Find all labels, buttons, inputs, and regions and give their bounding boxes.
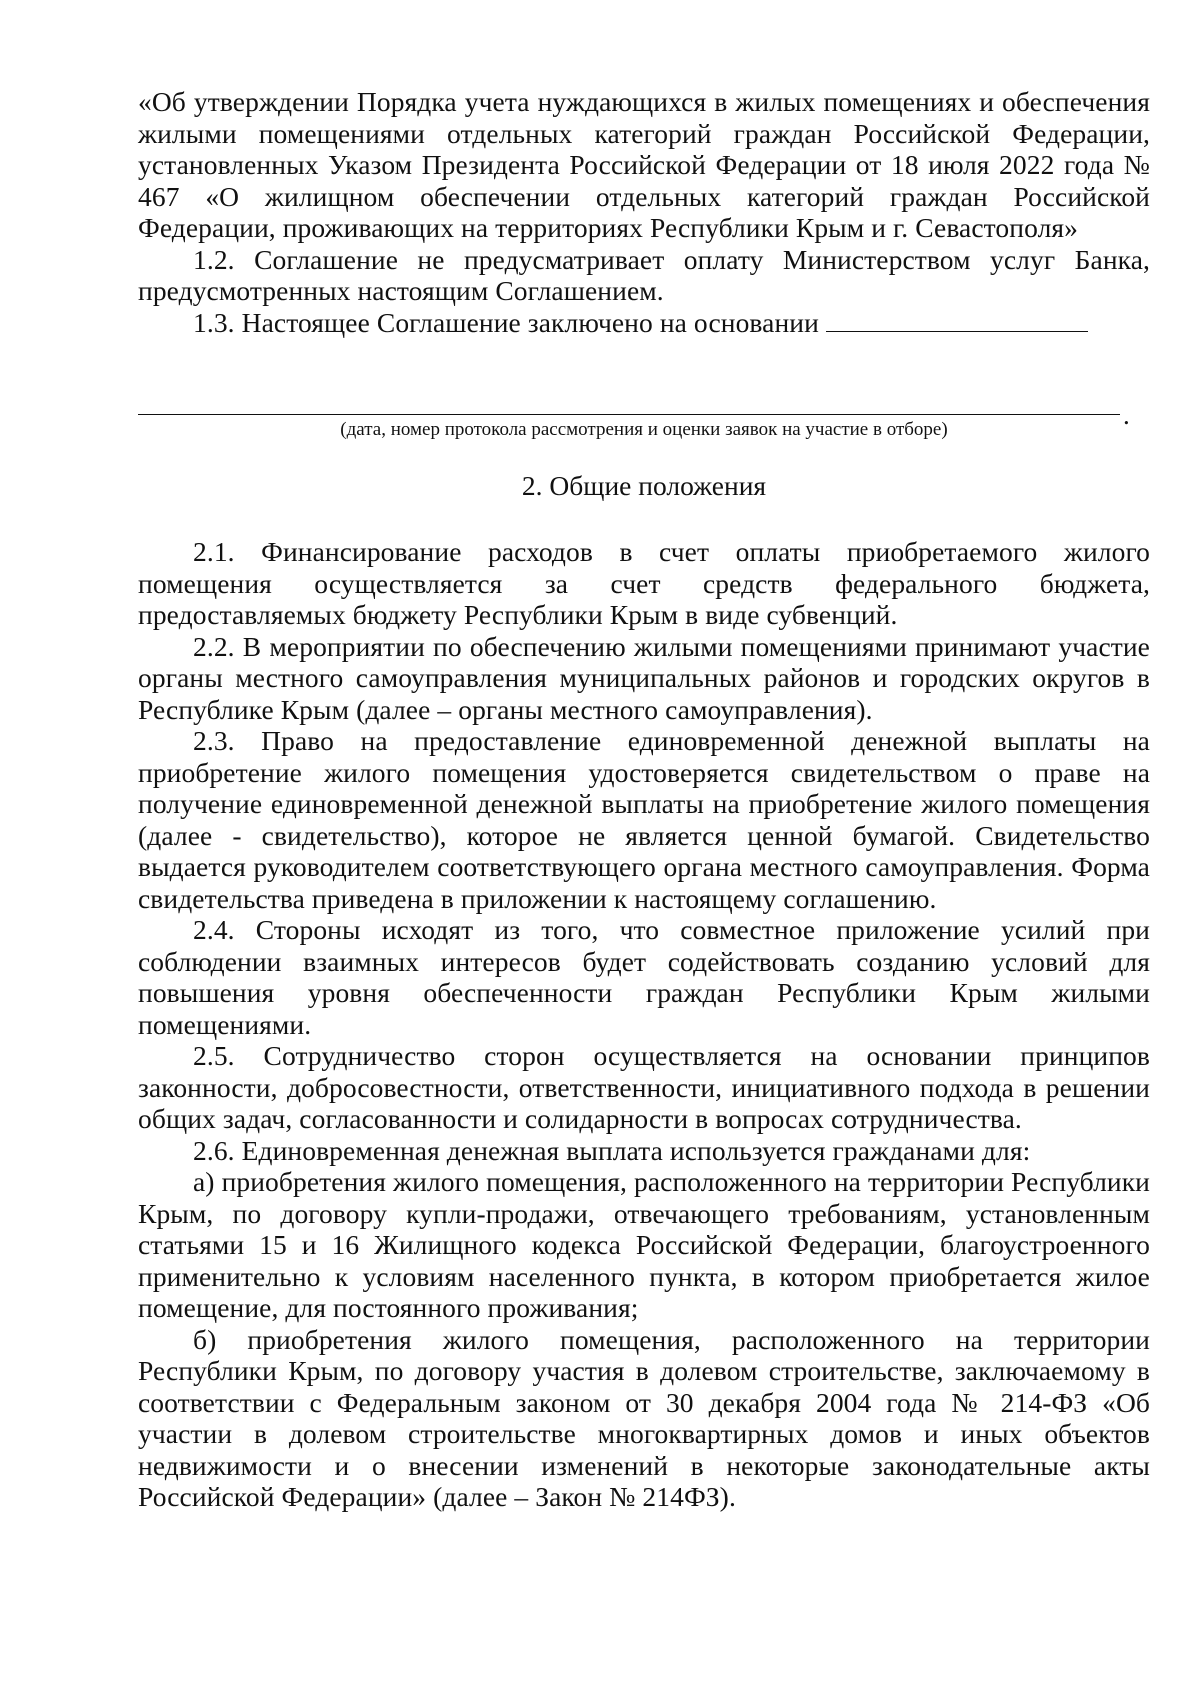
basis-fill-line: [826, 331, 1088, 332]
basis-fill-line-continued: [138, 396, 1120, 415]
clause-1-3: [138, 307, 1150, 339]
intro-block: [138, 86, 1150, 338]
basis-end-dot: .: [1123, 400, 1130, 430]
intro-paragraph-title-quote: «Об утверждении Порядка учета нуждающихся в жилых помещениях и обеспечения жилыми помещениями отдельных категорий граждан Российской Федерации, установленных Указом Президента Российской Федерации от 18 июля 2022 года № 467 «О жилищном обеспечении отдельных категорий граждан Российской Федерации, проживающих на территориях Республики Крым и г. Севастополя»: [138, 86, 1150, 243]
clause-2-6-a: а) приобретения жилого помещения, расположенного на территории Республики Крым, по договору купли-продажи, отвечающего требованиям, установленным статьями 15 и 16 Жилищного кодекса Российской Федерации, благоустроенного применительно к условиям населенного пункта, в котором приобретается жилое помещение, для постоянного проживания;: [138, 1166, 1150, 1323]
clause-1-2: 1.2. Соглашение не предусматривает оплату Министерством услуг Банка, предусмотренных настоящим Соглашением.: [138, 243, 1150, 306]
section-2-body: [138, 536, 1150, 1513]
clause-2-5: 2.5. Сотрудничество сторон осуществляется на основании принципов законности, добросовестности, ответственности, инициативного подхода в решении общих задач, согласованности и солидарности в вопросах сотрудничества.: [138, 1040, 1150, 1134]
clause-2-6: 2.6. Единовременная денежная выплата используется гражданами для:: [193, 1134, 1031, 1166]
clause-1-3-text: 1.3. Настоящее Соглашение заключено на основании: [193, 306, 819, 338]
clause-2-1: 2.1. Финансирование расходов в счет оплаты приобретаемого жилого помещения осуществляется за счет средств федерального бюджета, предоставляемых бюджету Республики Крым в виде субвенций.: [138, 536, 1150, 630]
section-2-title: 2. Общие положения: [521, 470, 767, 501]
clause-2-3: 2.3. Право на предоставление единовременной денежной выплаты на приобретение жилого помещения удостоверяется свидетельством о праве на получение единовременной денежной выплаты на приобретение жилого помещения (далее - свидетельство), которое не является ценной бумагой. Свидетельство выдается руководителем соответствующего органа местного самоуправления. Форма свидетельства приведена в приложении к настоящему соглашению.: [138, 725, 1150, 914]
basis-caption: (дата, номер протокола рассмотрения и оценки заявок на участие в отборе): [340, 419, 948, 440]
clause-2-6-b: б) приобретения жилого помещения, расположенного на территории Республики Крым, по договору участия в долевом строительстве, заключаемому в соответствии с Федеральным законом от 30 декабря 2004 года № 214-ФЗ «Об участии в долевом строительстве многоквартирных домов и иных объектов недвижимости и о внесении изменений в некоторые законодательные акты Российской Федерации» (далее – Закон № 214ФЗ).: [138, 1323, 1150, 1512]
clause-2-4: 2.4. Стороны исходят из того, что совместное приложение усилий при соблюдении взаимных интересов будет содействовать созданию условий для повышения уровня обеспеченности граждан Республики Крым жилыми помещениями.: [138, 914, 1150, 1040]
clause-2-2: 2.2. В мероприятии по обеспечению жилыми помещениями принимают участие органы местного самоуправления муниципальных районов и городских округов в Республике Крым (далее – органы местного самоуправления).: [138, 630, 1150, 725]
